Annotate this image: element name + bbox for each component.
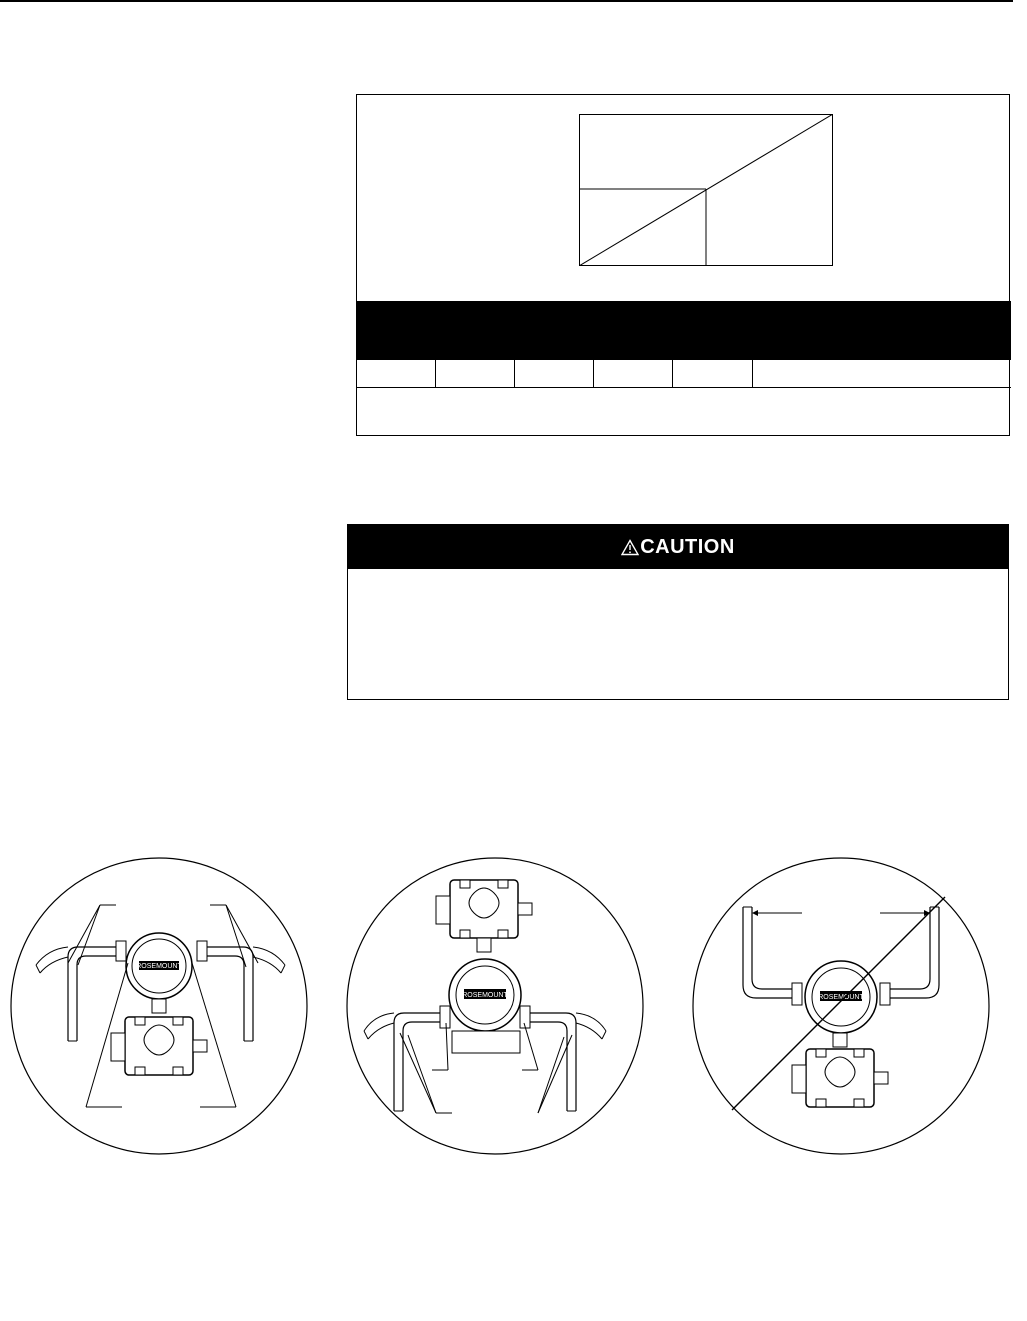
table-cell: [515, 360, 594, 387]
table-corner-diagram: [579, 114, 833, 266]
top-rule: [0, 0, 1013, 2]
table-cell: [436, 360, 515, 387]
table-row: [357, 359, 1011, 388]
caution-box: [347, 524, 1009, 700]
housing-logo: ROSEMOUNT: [136, 963, 182, 970]
caution-header: [348, 525, 1008, 569]
table-cell: [357, 360, 436, 387]
figure-mounting-2: [344, 855, 646, 1157]
figure-mounting-1: [8, 855, 310, 1157]
caution-title-text: CAUTION: [640, 535, 735, 558]
table-header-band: [357, 301, 1011, 359]
table-cell: [673, 360, 753, 387]
warning-triangle-icon: [621, 539, 639, 556]
housing-logo: ROSEMOUNT: [818, 994, 864, 1001]
figure-mounting-3-incorrect: [690, 855, 992, 1157]
housing-logo: ROSEMOUNT: [462, 992, 508, 999]
caution-title: [621, 536, 735, 559]
table-cell: [753, 360, 1011, 387]
spec-table: [356, 94, 1010, 436]
table-cell: [594, 360, 673, 387]
